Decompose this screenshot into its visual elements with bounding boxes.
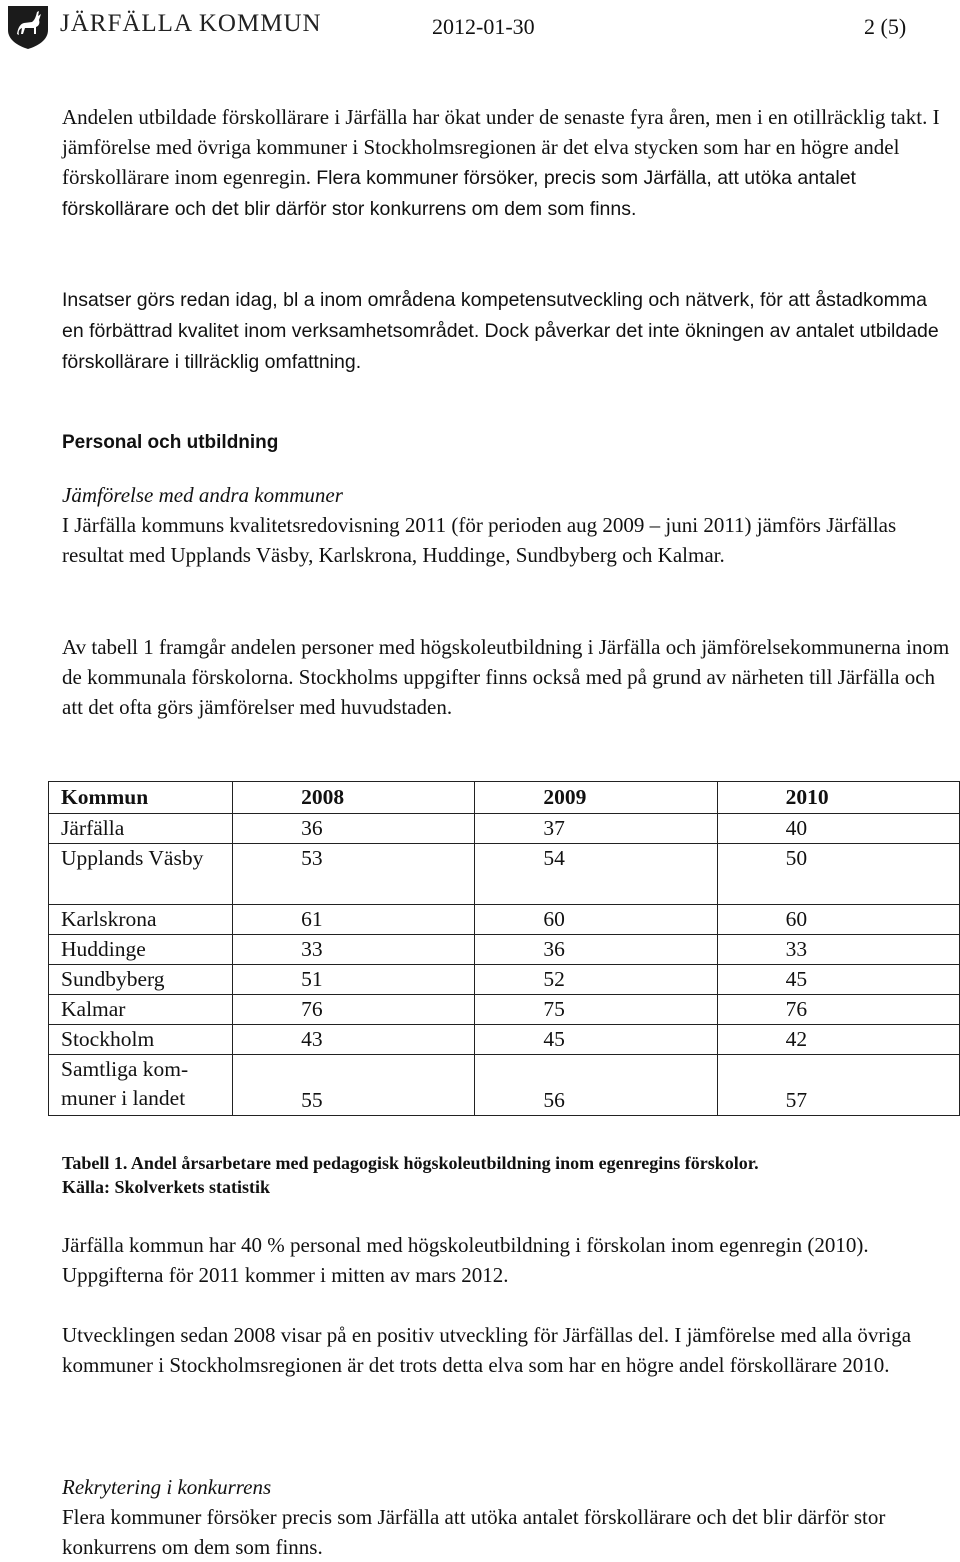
table-cell: Karlskrona bbox=[49, 905, 233, 935]
table-cell: 33 bbox=[233, 935, 475, 965]
paragraph-text: Insatser görs redan idag, bl a inom områdena kompetensutveckling och nätverk, för att åstadkomma en förbättrad kvalitet inom verksamhetsområdet. bbox=[62, 289, 927, 342]
table-cell: 45 bbox=[475, 1025, 717, 1055]
paragraph-development: Utvecklingen sedan 2008 visar på en positiv utveckling för Järfällas del. I jämförelse med alla övriga kommuner i Stockholmsregionen är det trots detta elva som har en högre andel förskollärare 2010. bbox=[62, 1323, 912, 1377]
page-header bbox=[0, 0, 960, 60]
paragraph-text: Flera kommuner försöker, precis som Järfälla, att utöka antalet förskollärare och det blir därför stor konkurrens om dem som finns. bbox=[62, 167, 856, 220]
column-header: 2009 bbox=[475, 782, 717, 814]
table-cell: Sundbyberg bbox=[49, 965, 233, 995]
coat-of-arms-icon bbox=[6, 4, 50, 50]
table-row bbox=[49, 995, 960, 1025]
table-row bbox=[49, 905, 960, 935]
table-cell: 53 bbox=[233, 844, 475, 905]
table-cell: 45 bbox=[717, 965, 959, 995]
table-cell: 40 bbox=[717, 814, 959, 844]
paragraph-comparison bbox=[62, 480, 952, 570]
table-cell: Samtliga kom-muner i landet bbox=[49, 1055, 233, 1116]
table-header-row bbox=[49, 782, 960, 814]
table-cell: 43 bbox=[233, 1025, 475, 1055]
table-cell: 56 bbox=[475, 1055, 717, 1116]
paragraph-text: Andelen utbildade förskollärare i Järfälla har ökat under de senaste fyra åren, men i en otillräcklig takt. I jämförelse med övriga kommuner i Stockholmsregionen är det elva stycken som har en högre andel förskollärare inom egenregin. bbox=[62, 105, 940, 189]
table-cell: 36 bbox=[233, 814, 475, 844]
column-header: 2008 bbox=[233, 782, 475, 814]
table-cell: Kalmar bbox=[49, 995, 233, 1025]
table-cell: 60 bbox=[475, 905, 717, 935]
table-cell: 33 bbox=[717, 935, 959, 965]
table-cell: 50 bbox=[717, 844, 959, 905]
caption-title: Tabell 1. Andel årsarbetare med pedagogisk högskoleutbildning inom egenregins förskolor. bbox=[62, 1153, 759, 1173]
table-row bbox=[49, 935, 960, 965]
table-cell: 36 bbox=[475, 935, 717, 965]
organization-name: JÄRFÄLLA KOMMUN bbox=[60, 10, 322, 37]
table-cell: 61 bbox=[233, 905, 475, 935]
caption-source: Källa: Skolverkets statistik bbox=[62, 1177, 271, 1197]
table-cell: 76 bbox=[717, 995, 959, 1025]
table-row bbox=[49, 1055, 960, 1116]
paragraph-intro bbox=[62, 102, 952, 224]
table-cell: 51 bbox=[233, 965, 475, 995]
page-number: 2 (5) bbox=[864, 14, 907, 39]
table-row bbox=[49, 965, 960, 995]
table-cell: Stockholm bbox=[49, 1025, 233, 1055]
section-heading: Personal och utbildning bbox=[62, 432, 279, 453]
table-cell: 60 bbox=[717, 905, 959, 935]
table-row bbox=[49, 844, 960, 905]
table-cell: Upplands Väsby bbox=[49, 844, 233, 905]
document-date: 2012-01-30 bbox=[432, 14, 535, 39]
paragraph-text: I Järfälla kommuns kvalitetsredovisning 2011 (för perioden aug 2009 – juni 2011) jämförs Järfällas resultat med Upplands Väsby, Karlskrona, Huddinge, Sundbyberg och Kalmar. bbox=[62, 513, 897, 567]
table-caption bbox=[62, 1151, 759, 1199]
table-cell: Järfälla bbox=[49, 814, 233, 844]
table-row bbox=[49, 1025, 960, 1055]
subheading: Jämförelse med andra kommuner bbox=[62, 483, 343, 507]
column-header: 2010 bbox=[717, 782, 959, 814]
table-row bbox=[49, 814, 960, 844]
paragraph-table-intro: Av tabell 1 framgår andelen personer med högskoleutbildning i Järfälla och jämförelsekommunerna inom de kommunala förskolorna. Stockholms uppgifter finns också med på grund av närheten till Järfälla och att det ofta görs jämförelser med huvudstaden. bbox=[62, 635, 950, 719]
table-cell: 42 bbox=[717, 1025, 959, 1055]
table-cell: 76 bbox=[233, 995, 475, 1025]
table-cell: 57 bbox=[717, 1055, 959, 1116]
paragraph-text: Flera kommuner försöker precis som Järfälla att utöka antalet förskollärare och det blir därför stor konkurrens om dem som finns. bbox=[62, 1505, 886, 1559]
paragraph-staff-share: Järfälla kommun har 40 % personal med högskoleutbildning i förskolan inom egenregin (2010). Uppgifterna för 2011 kommer i mitten av mars 2012. bbox=[62, 1233, 869, 1287]
table-cell: 54 bbox=[475, 844, 717, 905]
table-cell: 37 bbox=[475, 814, 717, 844]
comparison-table bbox=[48, 781, 960, 1116]
table-cell: 55 bbox=[233, 1055, 475, 1116]
table-cell: Huddinge bbox=[49, 935, 233, 965]
paragraph-text: Dock påverkar det inte ökningen av antalet utbildade förskollärare i tillräcklig omfattning. bbox=[62, 320, 939, 373]
paragraph-initiatives bbox=[62, 284, 952, 377]
subheading: Rekrytering i konkurrens bbox=[62, 1475, 272, 1499]
column-header: Kommun bbox=[49, 782, 233, 814]
table-cell: 52 bbox=[475, 965, 717, 995]
paragraph-recruitment bbox=[62, 1472, 952, 1562]
table-cell: 75 bbox=[475, 995, 717, 1025]
